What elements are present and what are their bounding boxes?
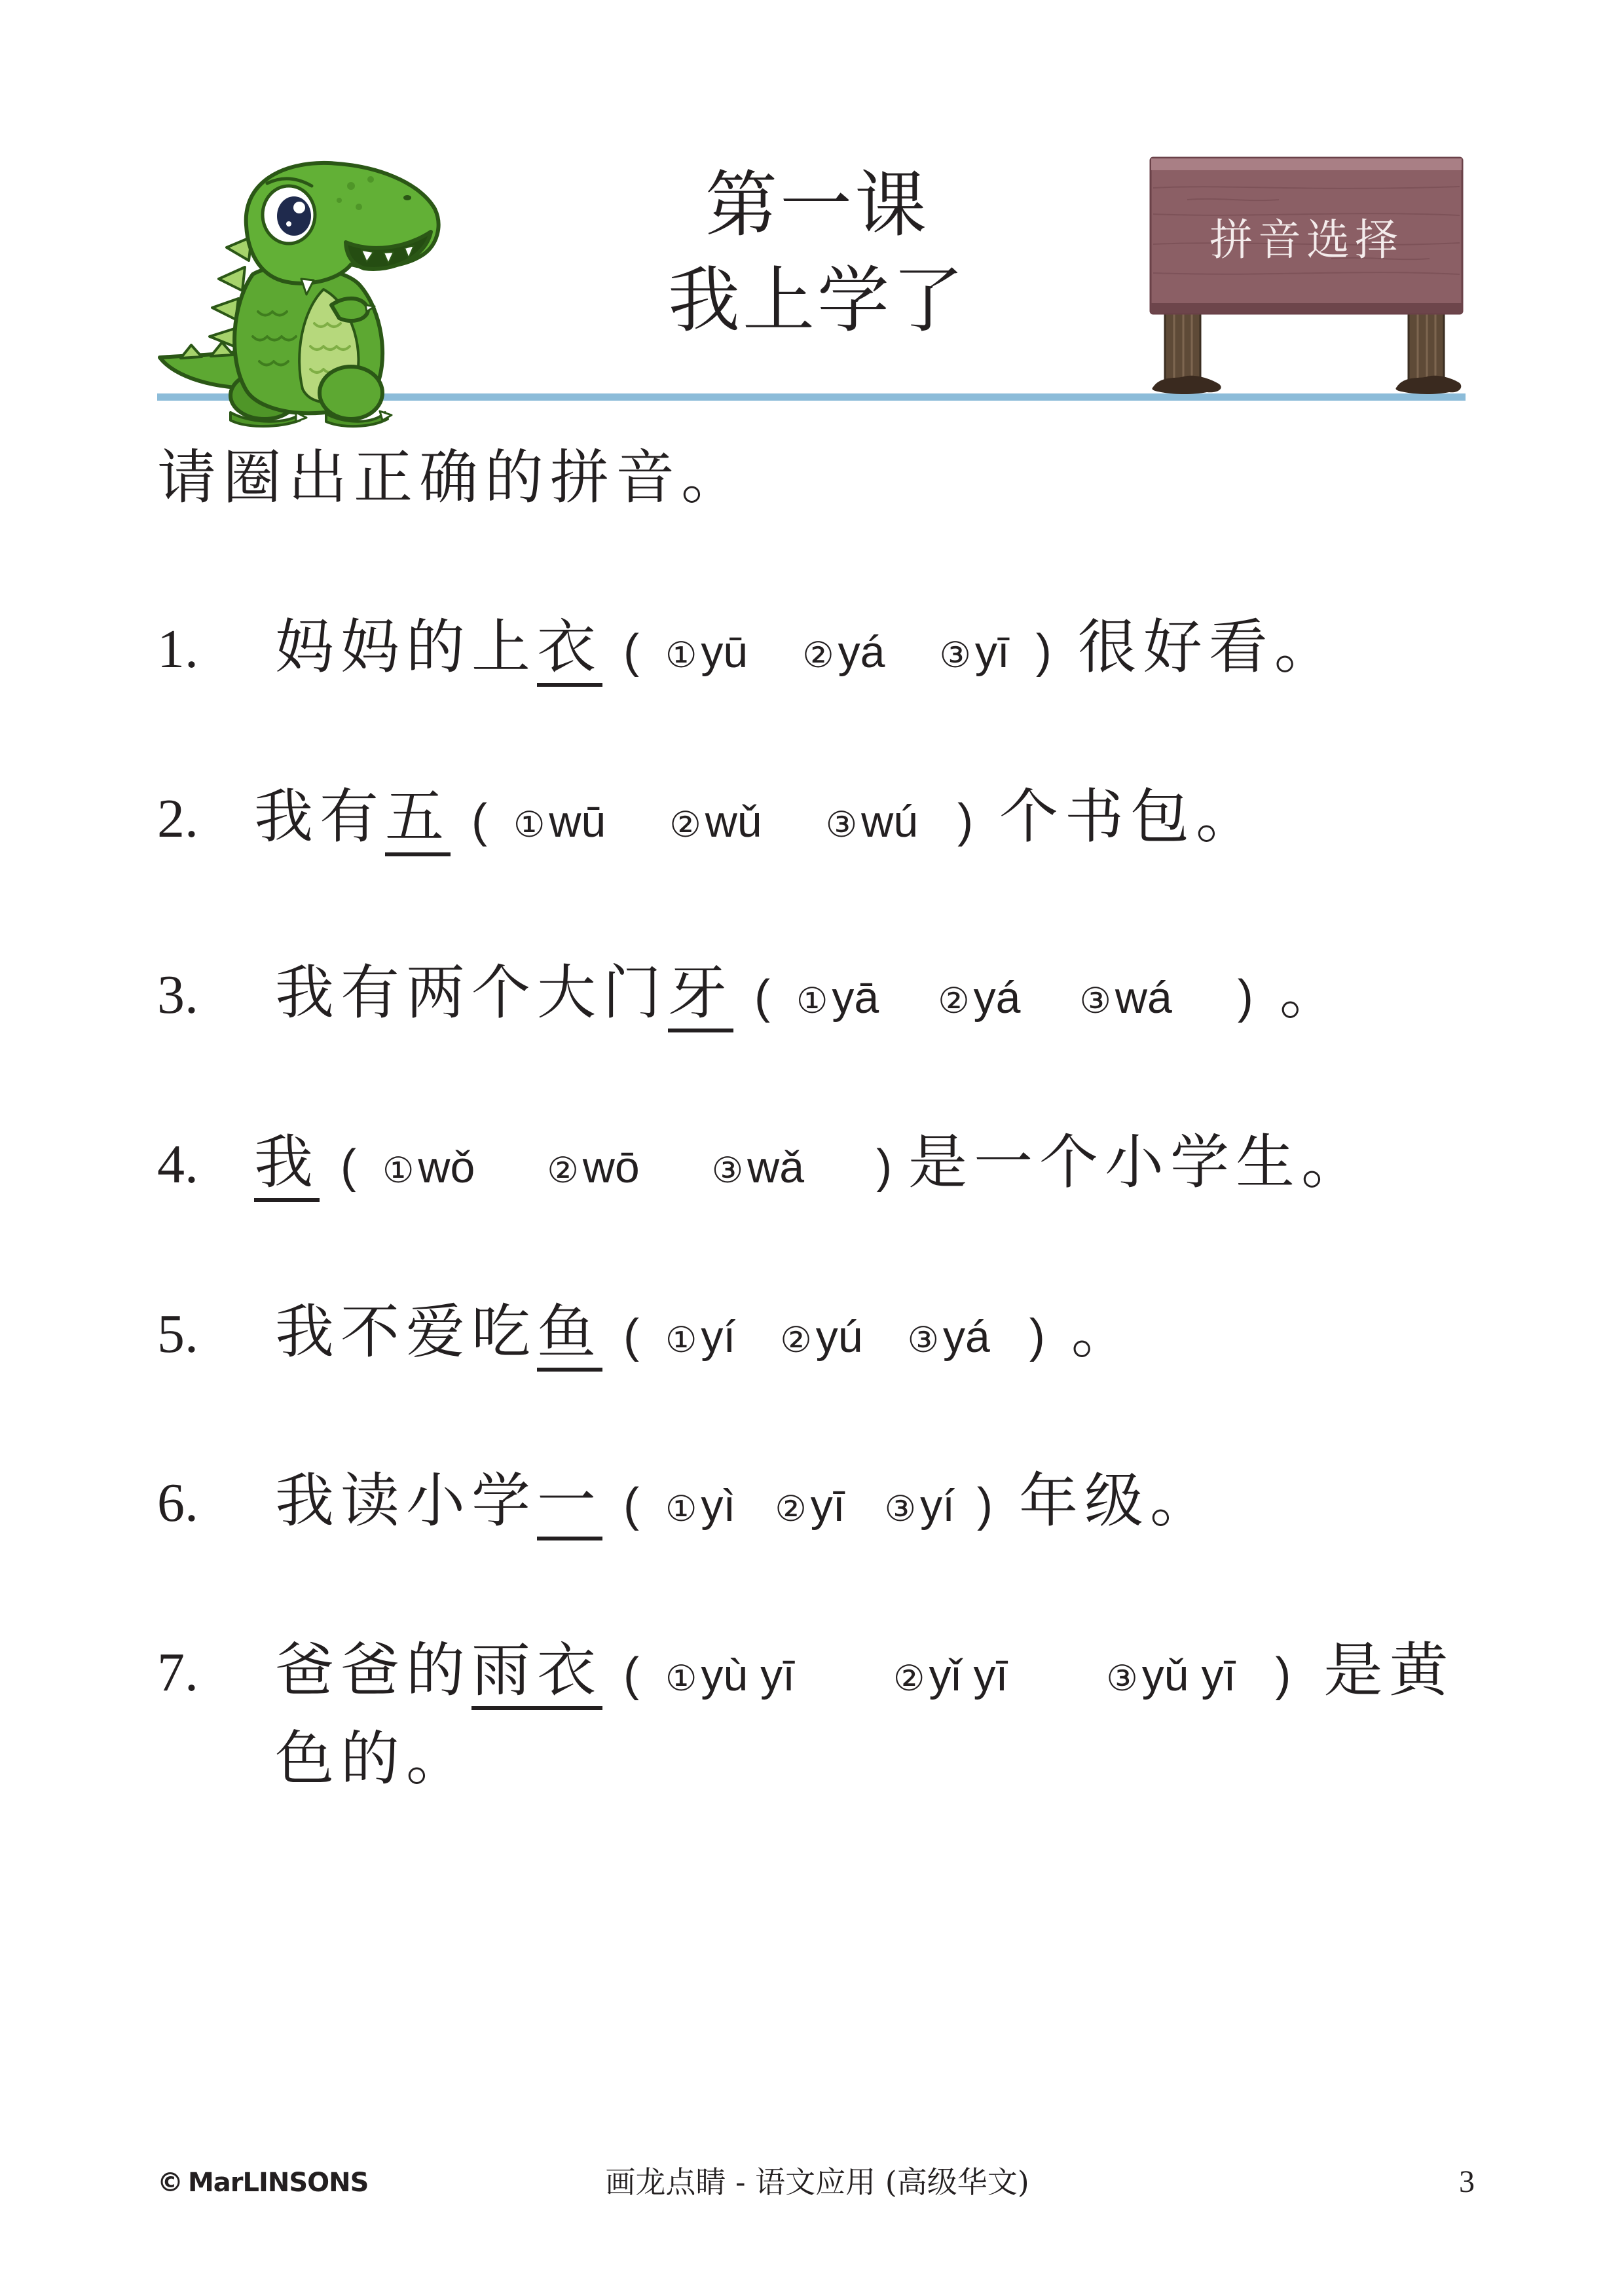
option-marker: ③ bbox=[939, 634, 971, 676]
option-marker: ③ bbox=[1106, 1658, 1138, 1699]
option-pinyin: yá bbox=[973, 973, 1021, 1023]
sentence-suffix: 个书包。 bbox=[999, 782, 1262, 851]
close-paren: ) bbox=[1035, 625, 1052, 678]
brand-name: MarLINSONS bbox=[188, 2168, 369, 2198]
sentence-prefix: 我有 bbox=[254, 782, 385, 851]
option-marker: ① bbox=[796, 980, 828, 1021]
option-pinyin: yì bbox=[701, 1481, 736, 1531]
option-pinyin: yù yī bbox=[701, 1650, 796, 1700]
option-marker: ① bbox=[665, 1658, 697, 1699]
option-1[interactable] bbox=[665, 610, 748, 698]
sentence-suffix: 是一个小学生。 bbox=[908, 1128, 1367, 1197]
question-number: 7. bbox=[157, 1642, 198, 1703]
option-pinyin: yá bbox=[838, 627, 885, 677]
target-word: 衣 bbox=[537, 612, 602, 687]
lesson-title-block bbox=[555, 157, 1079, 348]
instruction-text: 请圈出正确的拼音。 bbox=[157, 443, 747, 512]
sentence-prefix: 我不爱吃 bbox=[275, 1298, 537, 1366]
option-1[interactable] bbox=[382, 1125, 475, 1213]
option-1[interactable] bbox=[796, 955, 879, 1044]
question-number: 5. bbox=[157, 1303, 198, 1364]
option-pinyin: wǎ bbox=[747, 1142, 805, 1192]
target-word: 牙 bbox=[668, 958, 733, 1032]
option-marker: ② bbox=[775, 1488, 807, 1529]
option-pinyin: wō bbox=[582, 1142, 640, 1192]
sentence-prefix: 妈妈的上 bbox=[275, 613, 537, 682]
option-marker: ③ bbox=[884, 1488, 917, 1529]
option-marker: ③ bbox=[907, 1319, 939, 1360]
lesson-number: 第一课 bbox=[705, 163, 929, 247]
option-marker: ① bbox=[382, 1150, 415, 1191]
copyright-symbol: © bbox=[157, 2168, 183, 2198]
open-paren: ( bbox=[623, 1310, 639, 1362]
option-marker: ① bbox=[665, 1319, 697, 1360]
option-pinyin: wǒ bbox=[418, 1142, 475, 1192]
option-marker: ② bbox=[893, 1658, 925, 1699]
option-2[interactable] bbox=[775, 1463, 845, 1552]
close-paren: ) bbox=[876, 1140, 893, 1193]
option-2[interactable] bbox=[938, 955, 1020, 1044]
question-6 bbox=[157, 1459, 1215, 1544]
publisher-logo bbox=[157, 2163, 368, 2202]
option-pinyin: yī bbox=[974, 627, 1010, 677]
option-marker: ② bbox=[938, 980, 970, 1021]
option-marker: ② bbox=[780, 1319, 812, 1360]
option-marker: ② bbox=[547, 1150, 579, 1191]
option-marker: ③ bbox=[1079, 980, 1111, 1021]
option-3[interactable] bbox=[1106, 1633, 1236, 1721]
close-paren: ) bbox=[1029, 1310, 1045, 1362]
option-pinyin: wǔ bbox=[705, 797, 762, 847]
sentence-suffix: 。 bbox=[1071, 1298, 1137, 1366]
option-marker: ① bbox=[665, 1488, 697, 1529]
option-marker: ① bbox=[513, 804, 545, 845]
option-marker: ② bbox=[669, 804, 701, 845]
option-pinyin: yá bbox=[942, 1312, 990, 1362]
option-pinyin: yū bbox=[701, 627, 748, 677]
option-marker: ② bbox=[802, 634, 834, 676]
question-number: 1. bbox=[157, 619, 198, 680]
question-number: 6. bbox=[157, 1472, 198, 1533]
option-3[interactable] bbox=[826, 779, 918, 867]
option-1[interactable] bbox=[665, 1294, 735, 1383]
option-marker: ③ bbox=[825, 804, 858, 845]
page-number: 3 bbox=[1459, 2164, 1475, 2199]
sentence-suffix: 年级。 bbox=[1018, 1467, 1215, 1535]
sentence-suffix: 是黄 bbox=[1323, 1636, 1455, 1705]
option-1[interactable] bbox=[513, 779, 606, 867]
question-number: 2. bbox=[157, 788, 198, 849]
sentence-prefix: 我读小学 bbox=[275, 1467, 537, 1535]
option-3[interactable] bbox=[908, 1294, 990, 1383]
option-marker: ③ bbox=[711, 1150, 744, 1191]
question-1 bbox=[157, 605, 1340, 690]
sign-label: 拼音选择 bbox=[1209, 214, 1403, 265]
option-pinyin: yí bbox=[701, 1312, 736, 1362]
target-word: 雨衣 bbox=[471, 1635, 602, 1710]
option-pinyin: wū bbox=[549, 797, 606, 847]
option-3[interactable] bbox=[939, 610, 1009, 698]
option-pinyin: yī bbox=[810, 1481, 845, 1531]
option-pinyin: yā bbox=[832, 973, 879, 1023]
sentence-suffix: 。 bbox=[1279, 958, 1345, 1027]
option-marker: ① bbox=[665, 634, 697, 676]
target-word: 五 bbox=[385, 782, 451, 856]
option-3[interactable] bbox=[885, 1463, 955, 1552]
option-pinyin: wá bbox=[1115, 973, 1172, 1023]
option-pinyin: yǔ yī bbox=[1141, 1650, 1236, 1700]
book-title: 画龙点睛 - 语文应用 (高级华文) bbox=[605, 2164, 1029, 2200]
option-pinyin: yǐ yī bbox=[929, 1650, 1008, 1700]
close-paren: ) bbox=[1237, 971, 1253, 1023]
question-5 bbox=[157, 1290, 1137, 1375]
option-2[interactable] bbox=[669, 779, 762, 867]
option-3[interactable] bbox=[712, 1125, 804, 1213]
close-paren: ) bbox=[957, 795, 974, 847]
close-paren: ) bbox=[1275, 1649, 1291, 1701]
open-paren: ( bbox=[623, 1479, 639, 1531]
question-number: 4. bbox=[157, 1134, 198, 1195]
option-pinyin: wú bbox=[861, 797, 919, 847]
sentence-prefix: 我有两个大门 bbox=[275, 958, 668, 1027]
open-paren: ( bbox=[341, 1140, 356, 1193]
lesson-title: 我上学了 bbox=[668, 259, 967, 342]
question-number: 3. bbox=[157, 964, 198, 1025]
question-7 bbox=[157, 1628, 1454, 1713]
question-3 bbox=[157, 951, 1345, 1036]
open-paren: ( bbox=[471, 795, 487, 847]
open-paren: ( bbox=[623, 625, 639, 678]
close-paren: ) bbox=[976, 1479, 993, 1531]
target-word: 我 bbox=[254, 1127, 320, 1202]
sentence-suffix: 很好看。 bbox=[1077, 613, 1340, 682]
option-1[interactable] bbox=[665, 1633, 795, 1721]
option-2[interactable] bbox=[780, 1294, 862, 1383]
option-2[interactable] bbox=[802, 610, 885, 698]
open-paren: ( bbox=[623, 1649, 639, 1701]
sentence-prefix: 爸爸的 bbox=[275, 1636, 471, 1705]
option-2[interactable] bbox=[547, 1125, 639, 1213]
sentence-continuation: 色的。 bbox=[275, 1724, 471, 1793]
option-pinyin: yí bbox=[920, 1481, 955, 1531]
option-2[interactable] bbox=[893, 1633, 1008, 1721]
option-3[interactable] bbox=[1079, 955, 1172, 1044]
question-2 bbox=[157, 774, 1261, 860]
open-paren: ( bbox=[754, 971, 770, 1023]
question-4 bbox=[157, 1120, 1367, 1205]
topic-signboard bbox=[1148, 154, 1465, 397]
option-pinyin: yú bbox=[815, 1312, 863, 1362]
dinosaur-mascot-icon bbox=[155, 160, 443, 428]
option-1[interactable] bbox=[665, 1463, 735, 1552]
target-word: 鱼 bbox=[537, 1297, 602, 1372]
target-word: 一 bbox=[537, 1466, 602, 1540]
